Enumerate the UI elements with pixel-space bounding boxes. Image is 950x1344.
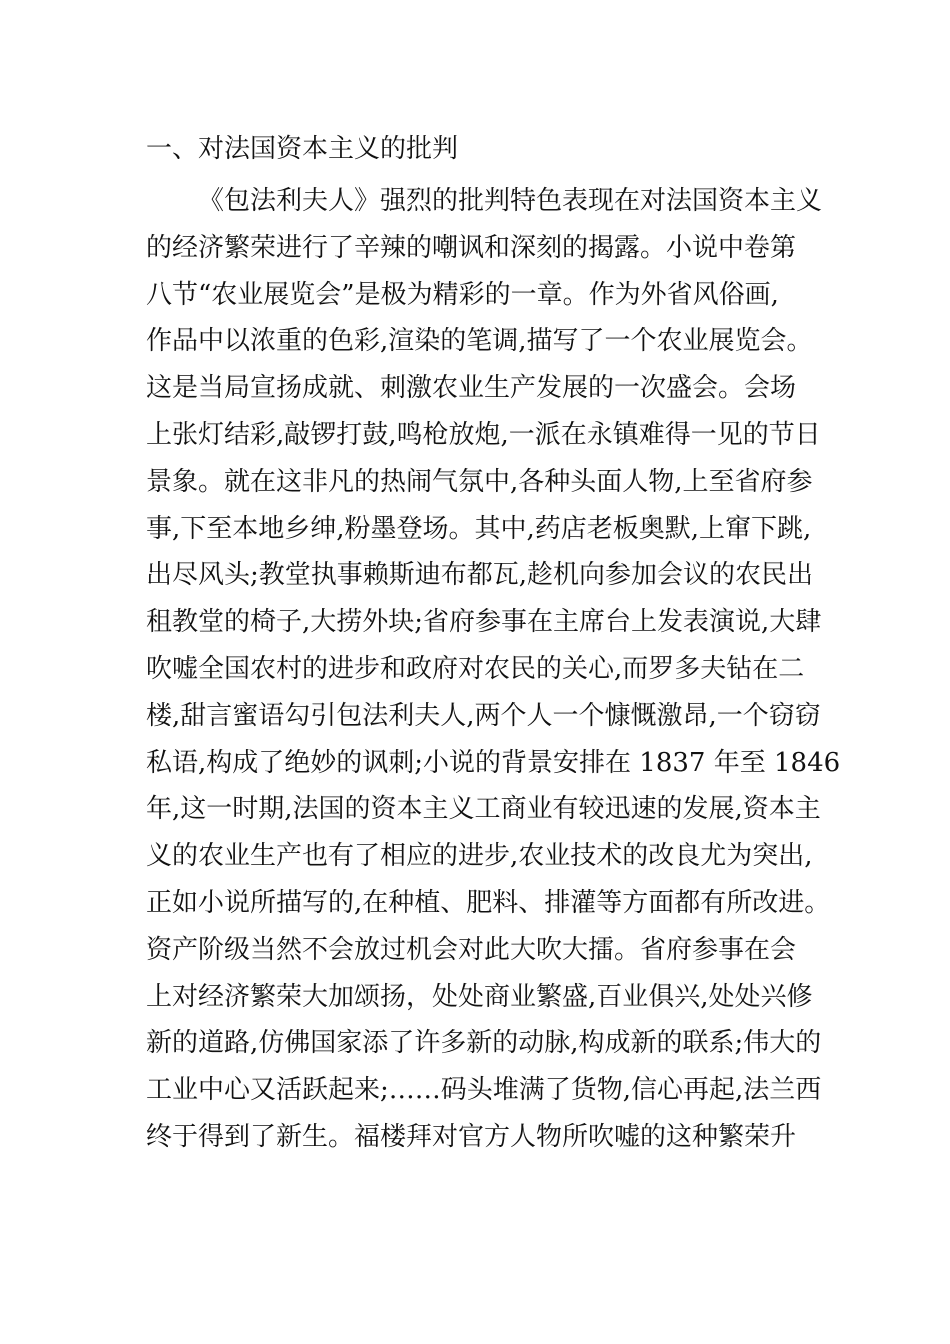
text-line: 《包法利夫人》强烈的批判特色表现在对法国资本主义: [198, 186, 823, 216]
text-line: 新的道路,仿佛国家添了许多新的动脉,构成新的联系;伟大的: [146, 1028, 822, 1059]
text-line: 工业中心又活跃起来;……码头堆满了货物,信心再起,法兰西: [146, 1075, 822, 1106]
text-line: 上张灯结彩,敲锣打鼓,鸣枪放炮,一派在永镇难得一见的节日: [146, 419, 821, 450]
text-line: 租教堂的椅子,大捞外块;省府参事在主席台上发表演说,大肆: [146, 607, 822, 638]
text-line: 楼,甜言蜜语勾引包法利夫人,两个人一个慷慨激昂,一个窃窃: [146, 700, 821, 731]
text-line: 上对经济繁荣大加颂扬，处处商业繁盛,百业俱兴,处处兴修: [146, 981, 813, 1012]
text-line: 事,下至本地乡绅,粉墨登场。其中,药店老板奥默,上窜下跳,: [146, 513, 812, 544]
body-paragraph: [146, 178, 841, 1161]
text-line: 义的农业生产也有了相应的进步,农业技术的改良尤为突出,: [146, 841, 813, 872]
section-heading: 一、对法国资本主义的批判: [146, 134, 459, 164]
text-line: 作品中以浓重的色彩,渲染的笔调,描写了一个农业展览会。: [146, 326, 813, 357]
text-line: 私语,构成了绝妙的讽刺;小说的背景安排在 1837 年至 1846: [146, 747, 841, 778]
text-line: 八节“农业展览会”是极为精彩的一章。作为外省风俗画,: [146, 279, 779, 310]
text-line: 正如小说所描写的,在种植、肥料、排灌等方面都有所改进。: [146, 887, 831, 918]
text-line: 年,这一时期,法国的资本主义工商业有较迅速的发展,资本主: [146, 794, 821, 825]
text-line: 的经济繁荣进行了辛辣的嘲讽和深刻的揭露。小说中卷第: [146, 232, 797, 263]
text-line: 终于得到了新生。福楼拜对官方人物所吹嘘的这种繁荣升: [146, 1121, 797, 1152]
text-line: 吹嘘全国农村的进步和政府对农民的关心,而罗多夫钻在二: [146, 653, 805, 684]
text-line: 这是当局宣扬成就、刺激农业生产发展的一次盛会。会场: [146, 373, 797, 404]
text-line: 资产阶级当然不会放过机会对此大吹大擂。省府参事在会: [146, 934, 797, 965]
text-line: 出尽风头;教堂执事赖斯迪布都瓦,趁机向参加会议的农民出: [146, 560, 814, 591]
text-line: 景象。就在这非凡的热闹气氛中,各种头面人物,上至省府参: [146, 466, 813, 497]
